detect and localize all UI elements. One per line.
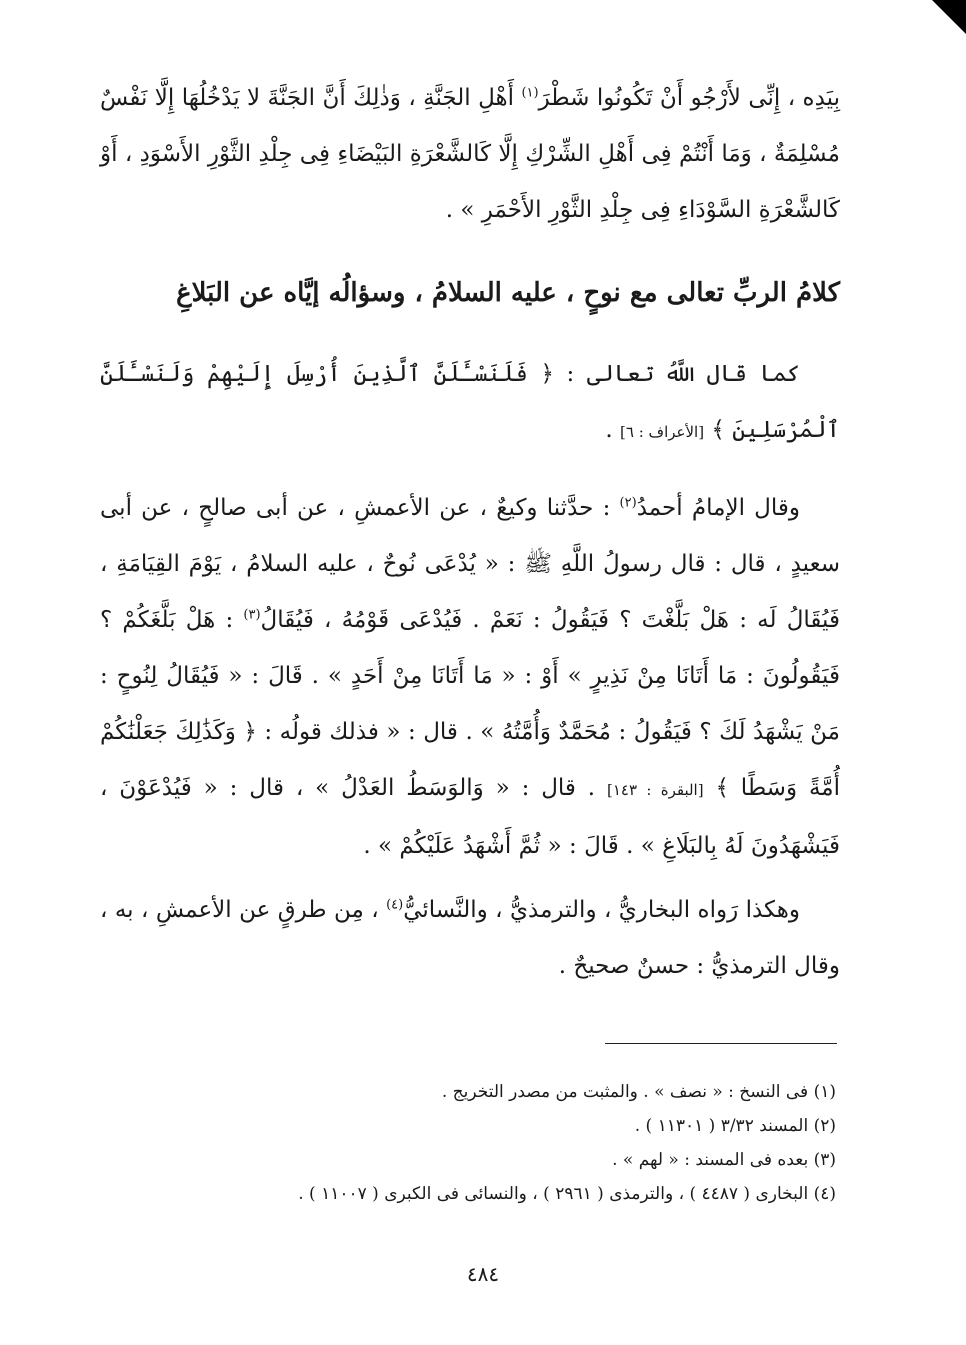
verse-reference: [الأعراف : ٦] (620, 423, 705, 441)
footnote-4: (٤) البخارى ( ٤٤٨٧ ) ، والترمذى ( ٢٩٦١ ) ، والنسائى فى الكبرى ( ١١٠٠٧ ) . (298, 1184, 836, 1204)
narration-text-a: وهكذا رَواه البخاريُّ ، والترمذيُّ ، والنَّسائيُّ (403, 897, 800, 923)
narration-text-b: ، مِن طرقٍ عن الأعمشِ ، به ، وقال الترمذيُّ : حسنٌ صحيحٌ . (100, 897, 840, 979)
verse-end: . (605, 417, 621, 443)
footnotes (100, 1075, 836, 1211)
verse-text: كما قال اللَّهُ تعالى : ﴿ فَلَنَسْـَٔلَنَّ ٱلَّذِينَ أُرْسِلَ إِلَيْهِمْ وَلَنَسْـَٔلَنَّ ٱلْمُرْسَلِينَ ﴾ (100, 361, 840, 443)
hadith-text-b: : حدَّثنا وكيعٌ ، عن الأعمشِ ، عن أبى صالحٍ ، عن أبى سعيدٍ ، قال : قال رسولُ اللَّهِ ﷺ : « يُدْعَى نُوحٌ ، عليه السلامُ ، يَوْمَ القِيَامَةِ ، فَيُقَالُ لَه : هَلْ بَلَّغْتَ ؟ فَيَقُولُ : نَعَمْ . فَيُدْعَى قَوْمُهُ ، فَيُقَالُ (100, 495, 840, 633)
hadith-text-c: : هَلْ بَلَّغَكُمْ ؟ فَيَقُولُونَ : مَا أَتَانَا مِنْ نَذِيرٍ » أَوْ : « مَا أَتَانَا مِنْ أَحَدٍ » . قَالَ : « فَيُقَالُ لِنُوحٍ : مَنْ يَشْهَدُ لَكَ ؟ فَيَقُولُ : مُحَمَّدٌ وَأُمَّتُهُ » . قال : « فذلك قولُه : ﴿ وَكَذَٰلِكَ جَعَلْنَٰكُمْ أُمَّةً وَسَطًا ﴾ (100, 607, 840, 801)
footnote-marker-4: (٤) (386, 897, 404, 913)
hadith-text-d: . قال : « وَالوَسَطُ العَدْلُ » ، قال : « فَيُدْعَوْنَ ، فَيَشْهَدُونَ لَهُ بِالبَلَاغِ » . قَالَ : « ثُمَّ أَشْهَدُ عَلَيْكُمْ » . (100, 775, 840, 859)
footnote-3: (٣) بعده فى المسند : « لهم » . (612, 1150, 836, 1170)
hadith-verse-reference: [البقرة : ١٤٣] (606, 781, 704, 799)
section-heading: كلامُ الربِّ تعالى مع نوحٍ ، عليه السلامُ ، وسؤالُه إيَّاه عن البَلاغِ (176, 278, 840, 308)
page-body (100, 70, 840, 994)
footnote-1: (١) فى النسخ : « نصف » . والمثبت من مصدر التخريج . (441, 1082, 836, 1102)
opening-text: بِيَدِه ، إِنِّى لأَرْجُو أَنْ تَكُونُوا شَطْرَ (538, 85, 840, 111)
footnote-marker-3: (٣) (243, 607, 261, 623)
hadith-text-a: وقال الإمامُ أحمدُ (636, 495, 800, 521)
footnote-2: (٢) المسند ٣/٣٢ ( ١١٣٠١ ) . (634, 1116, 836, 1136)
page-number: ٤٨٤ (466, 1262, 500, 1286)
opening-text-rest: أَهْلِ الجَنَّةِ ، وَذٰلِكَ أَنَّ الجَنَّةَ لا يَدْخُلُهَا إِلَّا نَفْسٌ مُسْلِمَةٌ ، وَمَا أَنْتُمْ فِى أَهْلِ الشِّرْكِ إِلَّا كَالشَّعْرَةِ البَيْضَاءِ فِى جِلْدِ الثَّوْرِ الأَسْوَدِ ، أَوْ كَالشَّعْرَةِ السَّوْدَاءِ فِى جِلْدِ الثَّوْرِ الأَحْمَرِ » . (100, 85, 840, 223)
narration-paragraph (100, 882, 840, 994)
page-corner-mark (932, 0, 966, 34)
verse-paragraph (100, 346, 840, 460)
hadith-paragraph (100, 480, 840, 874)
footnote-marker-1: (١) (521, 85, 539, 101)
footnote-marker-2: (٢) (619, 495, 637, 511)
opening-paragraph (100, 70, 840, 238)
footnote-separator (605, 1043, 837, 1044)
